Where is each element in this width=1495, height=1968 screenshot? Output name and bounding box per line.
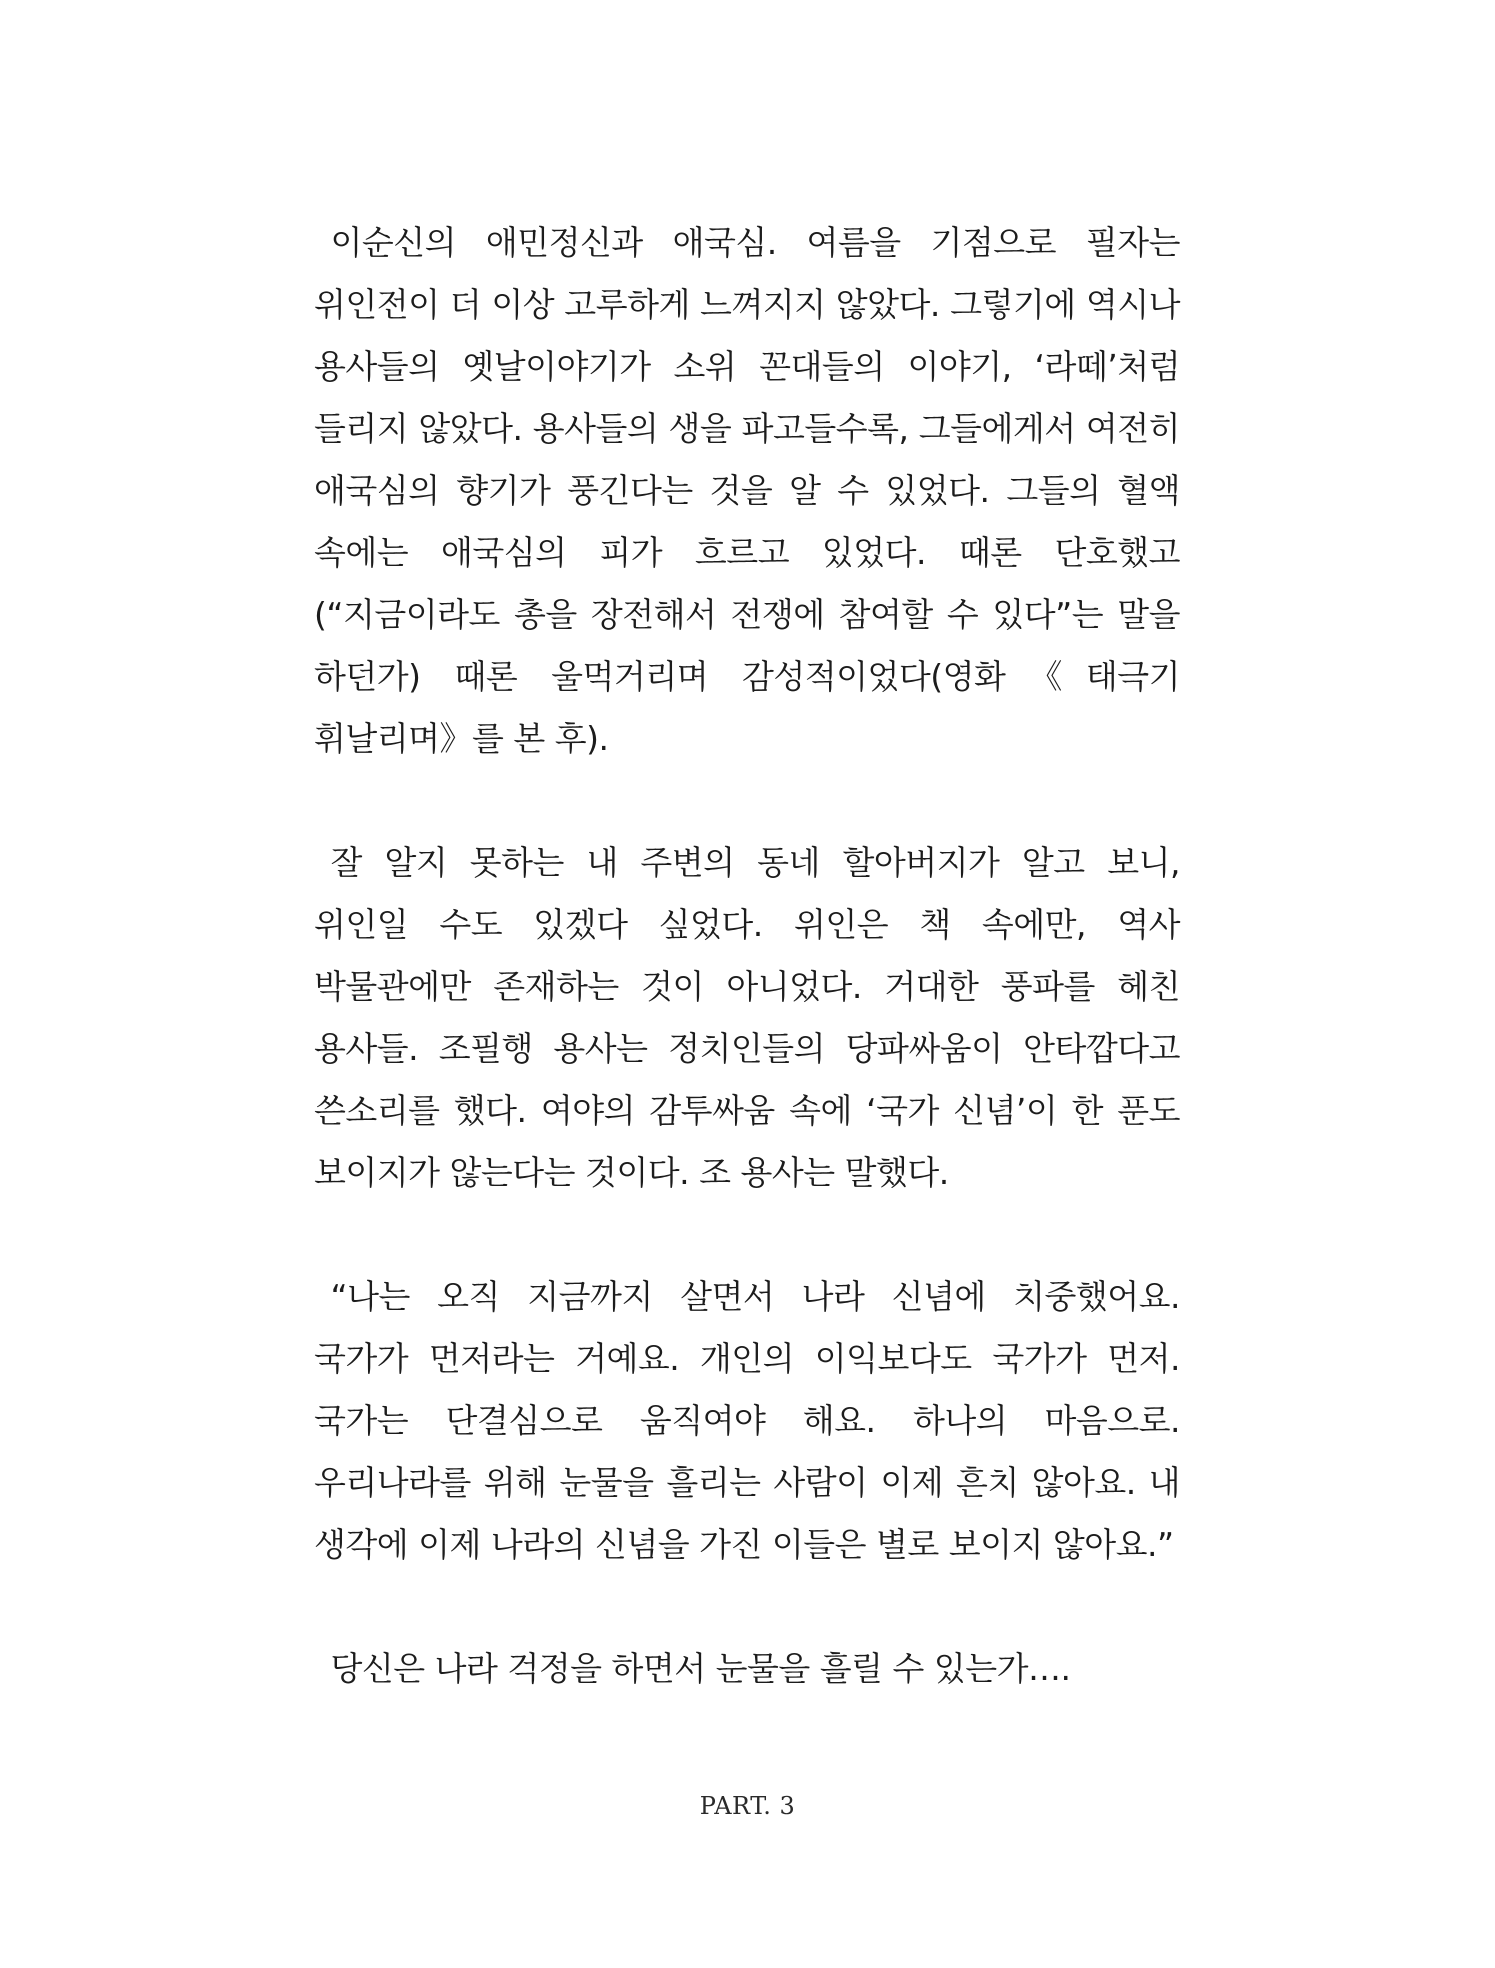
quote-paragraph: “나는 오직 지금까지 살면서 나라 신념에 치중했어요. 국가가 먼저라는 거예요. 개인의 이익보다도 국가가 먼저. 국가는 단결심으로 움직여야 해요. 하나의 마음으로. 우리나라를 위해 눈물을 흘리는 사람이 이제 흔치 않아요. 내 생각에 이제 나라의 신념을 가진 이들은 별로 보이지 않아요.” [314, 1277, 1180, 1564]
page-footer-part-label: PART. 3 [699, 1792, 796, 1820]
body-paragraph-2: 잘 알지 못하는 내 주변의 동네 할아버지가 알고 보니, 위인일 수도 있겠다 싶었다. 위인은 책 속에만, 역사 박물관에만 존재하는 것이 아니었다. 거대한 풍파를 헤친 용사들. 조필행 용사는 정치인들의 당파싸움이 안타깝다고 쓴소리를 했다. 여야의 감투싸움 속에 ‘국가 신념’이 한 푼도 보이지가 않는다는 것이다. 조 용사는 말했다. [314, 843, 1180, 1192]
closing-question: 당신은 나라 걱정을 하면서 눈물을 흘릴 수 있는가…. [330, 1649, 1071, 1688]
page-body [314, 212, 1180, 1688]
body-paragraph-1: 이순신의 애민정신과 애국심. 여름을 기점으로 필자는 위인전이 더 이상 고루하게 느껴지지 않았다. 그렇기에 역시나 용사들의 옛날이야기가 소위 꼰대들의 이야기, ‘라떼’처럼 들리지 않았다. 용사들의 생을 파고들수록, 그들에게서 여전히 애국심의 향기가 풍긴다는 것을 알 수 있었다. 그들의 혈액 속에는 애국심의 피가 흐르고 있었다. 때론 단호했고 (“지금이라도 총을 장전해서 전쟁에 참여할 수 있다”는 말을 하던가) 때론 울먹거리며 감성적이었다(영화《태극기 휘날리며》를 본 후). [314, 223, 1180, 758]
